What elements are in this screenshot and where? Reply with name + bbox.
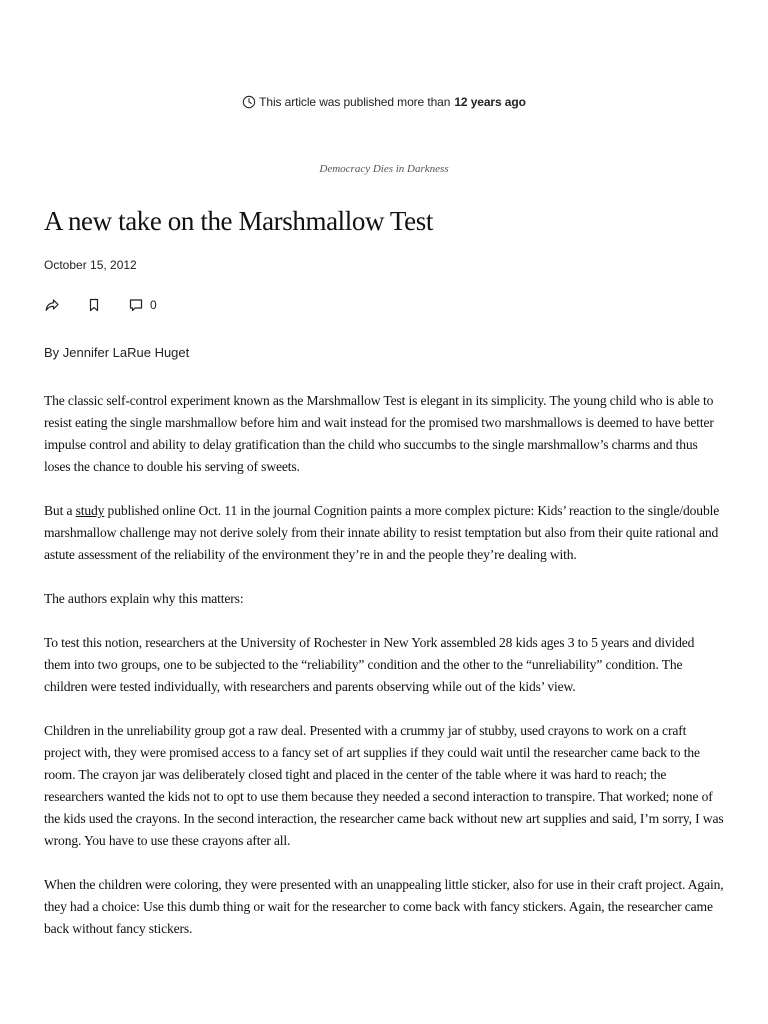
tagline: Democracy Dies in Darkness — [319, 163, 449, 175]
article-actions — [44, 297, 157, 313]
study-link[interactable]: study — [75, 503, 105, 518]
paragraph: To test this notion, researchers at the University of Rochester in New York assembled 28 kids ages 3 to 5 years and divided them into two groups, one to be subjected to the “reliability” condition and the other to the “unreliability” condition. The children were tested individually, with researchers and parents observing while out of the kids’ view. — [44, 635, 695, 694]
notice-text: This article was published more than — [259, 95, 451, 109]
paragraph: The classic self-control experiment known as the Marshmallow Test is elegant in its simplicity. The young child who is able to resist eating the single marshmallow before him and wait instead for the promised two marshmallows is deemed to have better impulse control and ability to delay gratification than the child who succumbs to the single marshmallow’s charms and thus loses the chance to double his serving of sweets. — [44, 393, 714, 474]
paragraph — [44, 500, 724, 566]
headline: A new take on the Marshmallow Test — [44, 206, 433, 236]
comment-count: 0 — [150, 298, 157, 312]
paragraph: When the children were coloring, they were presented with an unappealing little sticker, also for use in their craft project. Again, they had a choice: Use this dumb thing or wait for the researcher to come back with fancy stickers. Again, the researcher came back without fancy stickers. — [44, 877, 724, 936]
byline: By Jennifer LaRue Huget — [44, 345, 190, 360]
comment-icon — [128, 297, 144, 313]
article-body — [44, 390, 724, 962]
save-button[interactable] — [86, 297, 102, 313]
clock-icon — [242, 95, 256, 109]
paragraph: The authors explain why this matters: — [44, 591, 244, 606]
bookmark-icon — [86, 297, 102, 313]
share-button[interactable] — [44, 297, 60, 313]
paragraph-text: But a — [44, 503, 76, 518]
notice-age: 12 years ago — [454, 95, 526, 109]
paragraph: Children in the unreliability group got a raw deal. Presented with a crummy jar of stubby, used crayons to work on a craft project with, they were promised access to a fancy set of art supplies if they could wait until the researcher came back to the room. The crayon jar was deliberately closed tight and placed in the center of the table where it was hard to reach; the researchers wanted the kids not to opt to use them because they needed a second interaction to transpire. That worked; none of the kids used the crayons. In the second interaction, the researcher came back without new art supplies and said, I’m sorry, I was wrong. You have to use these crayons after all. — [44, 723, 724, 848]
publish-date: October 15, 2012 — [44, 258, 137, 272]
share-icon — [44, 297, 60, 313]
paragraph-text: published online Oct. 11 in the journal Cognition paints a more complex picture: Kids’ reaction to the single/double marshmallow challenge may not derive solely from their innate ability to resist temptation but also from their quite rational and astute assessment of the reliability of the environment they’re in and the people they’re dealing with. — [44, 503, 720, 562]
comments-button[interactable] — [128, 297, 157, 313]
archive-notice — [0, 95, 768, 109]
